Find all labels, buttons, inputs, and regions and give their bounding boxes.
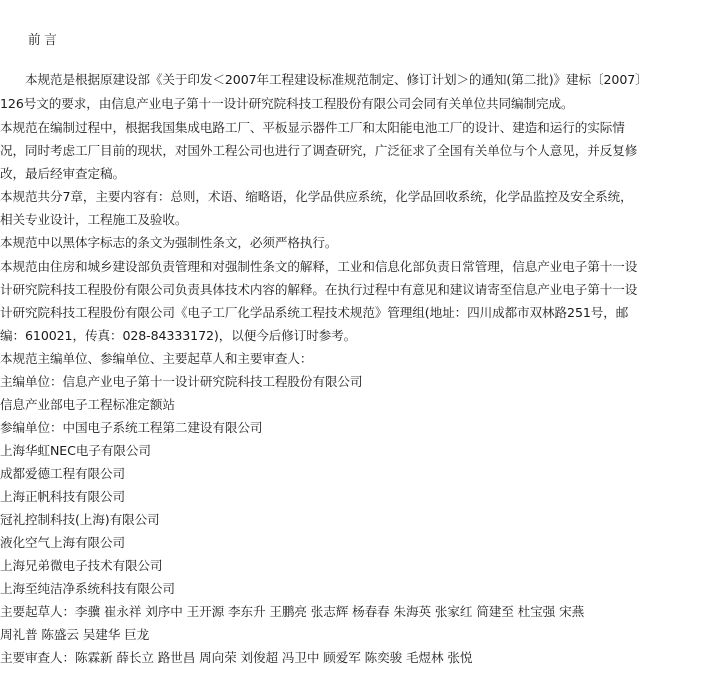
participating-unit-line-5: 冠礼控制科技(上海)有限公司 [0,512,160,527]
paragraph-line-9: 本规范由住房和城乡建设部负责管理和对强制性条文的解释，工业和信息化部负责日常管理，信息产业电子第十一设 [0,259,638,274]
participating-unit-line-7: 上海兄弟微电子技术有限公司 [0,558,163,573]
chief-unit-line: 主编单位：信息产业电子第十一设计研究院科技工程股份有限公司 [0,374,363,389]
participating-unit-line: 参编单位：中国电子系统工程第二建设有限公司 [0,420,263,435]
paragraph-line-11: 计研究院科技工程股份有限公司《电子工厂化学品系统工程技术规范》管理组(地址：四川成都市双林路251号，邮 [0,305,629,320]
participating-unit-line-8: 上海至纯洁净系统科技有限公司 [0,581,175,596]
drafters-line-2: 周礼普 陈盛云 吴建华 巨龙 [0,627,150,642]
chief-unit-line-2: 信息产业部电子工程标准定额站 [0,397,175,412]
participating-unit-line-3: 成都爱德工程有限公司 [0,466,125,481]
reviewers-line: 主要审查人：陈霖新 薛长立 路世昌 周向荣 刘俊超 冯卫中 顾爱军 陈奕骏 毛煜林 张悦 [0,650,473,665]
paragraph-line-6: 本规范共分7章，主要内容有：总则，术语、缩略语，化学品供应系统，化学品回收系统，化学品监控及安全系统， [0,189,633,204]
paragraph-line-4: 况，同时考虑工厂目前的现状，对国外工程公司也进行了调查研究，广泛征求了全国有关单位与个人意见，并反复修 [0,143,638,158]
participating-unit-line-6: 液化空气上海有限公司 [0,535,125,550]
page-title: 前 言 [28,33,57,48]
paragraph-line-5: 改，最后经审查定稿。 [0,166,125,181]
paragraph-line-10: 计研究院科技工程股份有限公司负责具体技术内容的解释。在执行过程中有意见和建议请寄至信息产业电子第十一设 [0,282,638,297]
drafters-line: 主要起草人：李骥 崔永祥 刘序中 王开源 李东升 王鹏亮 张志辉 杨春春 朱海英 张家红 简建至 杜宝强 宋燕 [0,604,585,619]
paragraph-line-3: 本规范在编制过程中，根据我国集成电路工厂、平板显示器件工厂和太阳能电池工厂的设计、建造和运行的实际情 [0,120,625,135]
paragraph-line-7: 相关专业设计，工程施工及验收。 [0,212,188,227]
paragraph-line-2: 126号文的要求，由信息产业电子第十一设计研究院科技工程股份有限公司会同有关单位共同编制完成。 [0,96,574,111]
participating-unit-line-4: 上海正帆科技有限公司 [0,489,125,504]
paragraph-line-13: 本规范主编单位、参编单位、主要起草人和主要审查人： [0,351,313,366]
paragraph-line-12: 编：610021，传真：028-84333172)，以便今后修订时参考。 [0,328,357,343]
paragraph-line-8: 本规范中以黑体字标志的条文为强制性条文，必须严格执行。 [0,235,338,250]
participating-unit-line-2: 上海华虹NEC电子有限公司 [0,443,151,458]
paragraph-line-1: 本规范是根据原建设部《关于印发＜2007年工程建设标准规范制定、修订计划＞的通知(第二批)》建标〔2007〕 [0,72,648,87]
